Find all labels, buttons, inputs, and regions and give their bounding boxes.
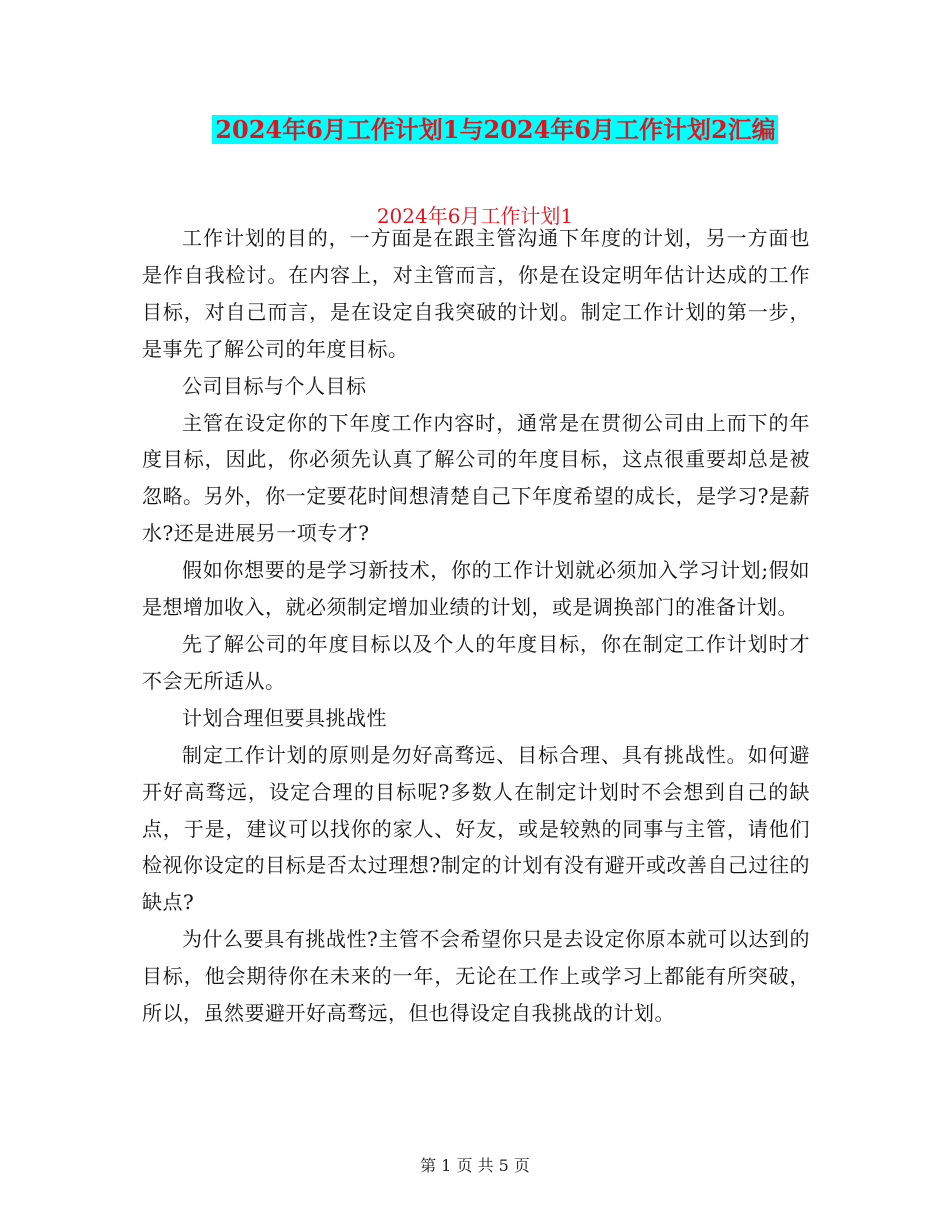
paragraph: 为什么要具有挑战性?主管不会希望你只是去设定你原本就可以达到的目标，他会期待你在未来的一年，无论在工作上或学习上都能有所突破，所以，虽然要避开好高骛远，但也得设定自我挑战的计划。: [142, 927, 810, 1026]
document-main-title: [0, 112, 950, 148]
paragraph: 主管在设定你的下年度工作内容时，通常是在贯彻公司由上而下的年度目标，因此，你必须先认真了解公司的年度目标，这点很重要却总是被忽略。另外，你一定要花时间想清楚自己下年度希望的成长，是学习?是薪水?还是进展另一项专才?: [142, 410, 810, 546]
paragraph: 先了解公司的年度目标以及个人的年度目标，你在制定工作计划时才不会无所适从。: [142, 631, 810, 693]
page-footer: 第 1 页 共 5 页: [420, 1156, 530, 1175]
paragraph: 工作计划的目的，一方面是在跟主管沟通下年度的计划，另一方面也是作自我检讨。在内容上，对主管而言，你是在设定明年估计达成的工作目标，对自己而言，是在设定自我突破的计划。制定工作计划的第一步，是事先了解公司的年度目标。: [142, 226, 810, 361]
section-title: 2024年6月工作计划1: [376, 204, 574, 228]
paragraph: 假如你想要的是学习新技术，你的工作计划就必须加入学习计划;假如是想增加收入，就必须制定增加业绩的计划，或是调换部门的准备计划。: [142, 558, 810, 620]
document-body: [142, 220, 810, 1032]
subheading: 计划合理但要具挑战性: [182, 705, 387, 730]
subheading: 公司目标与个人目标: [182, 373, 367, 398]
paragraph: 制定工作计划的原则是勿好高骛远、目标合理、具有挑战性。如何避开好高骛远，设定合理的目标呢?多数人在制定计划时不会想到自己的缺点，于是，建议可以找你的家人、好友，或是较熟的同事与主管，请他们检视你设定的目标是否太过理想?制定的计划有没有避开或改善自己过往的缺点?: [142, 742, 810, 915]
main-title-highlight: 2024年6月工作计划1与2024年6月工作计划2汇编: [212, 115, 777, 144]
